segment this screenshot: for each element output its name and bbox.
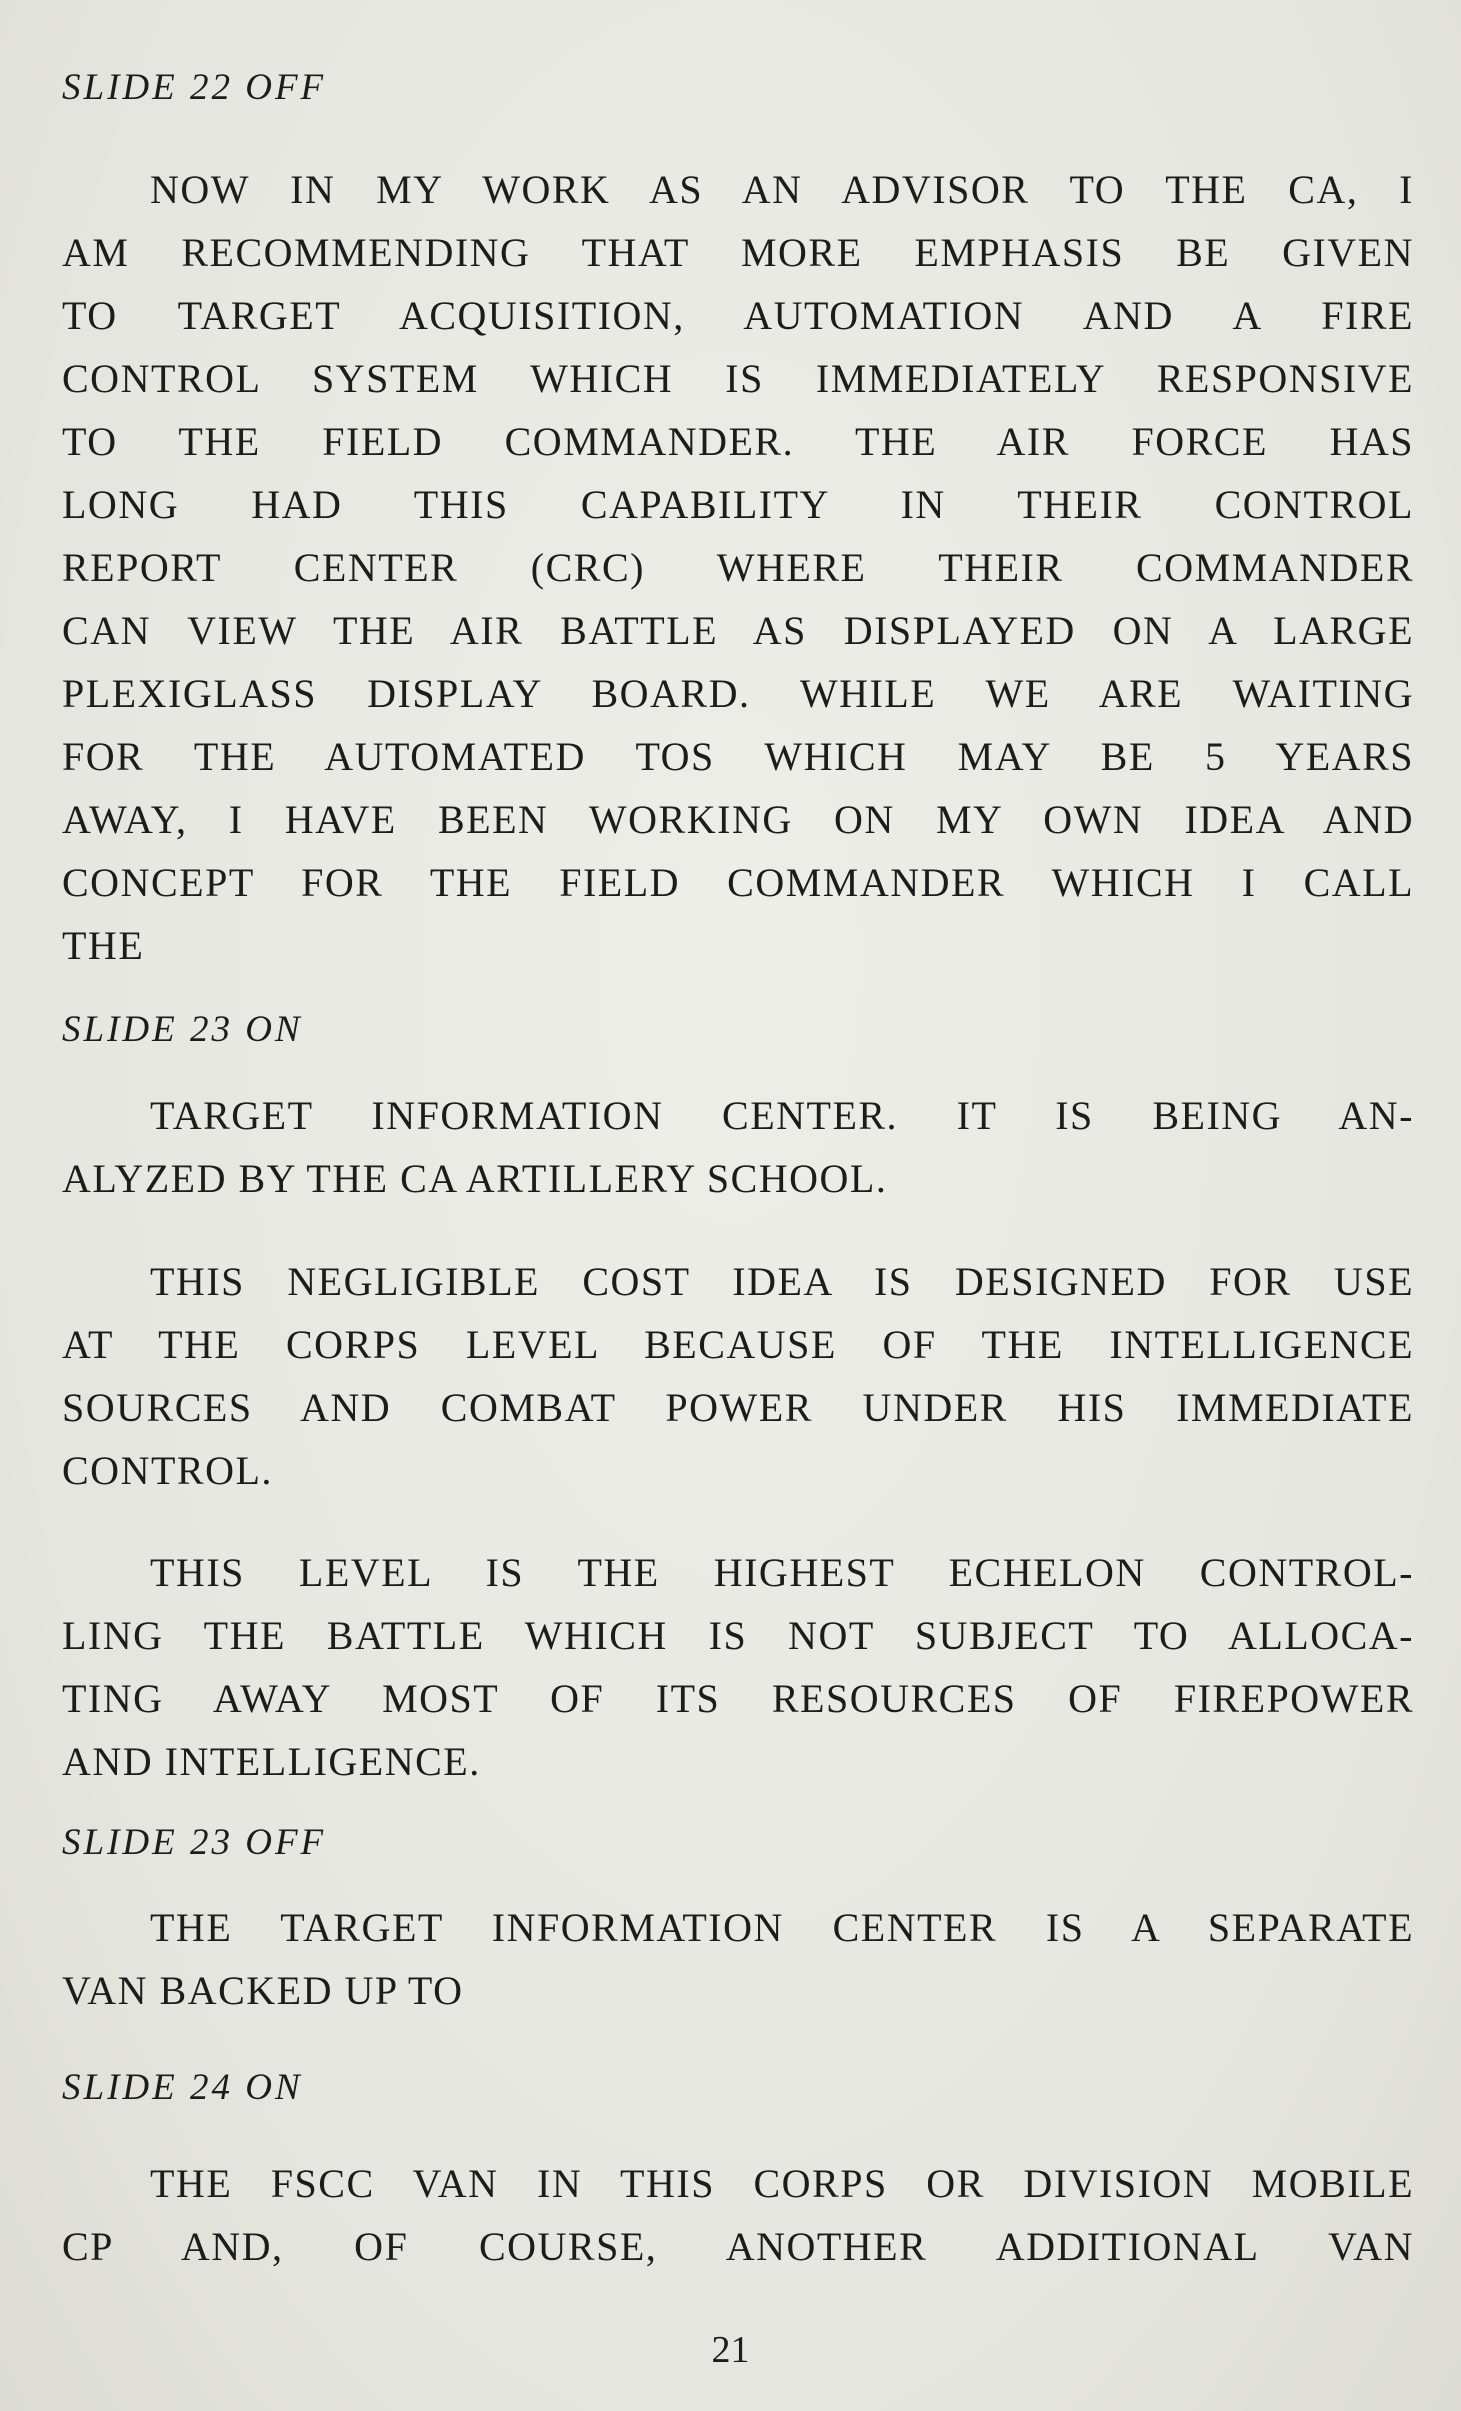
paragraph <box>62 1541 1414 1793</box>
text-line: THIS LEVEL IS THE HIGHEST ECHELON CONTROL- <box>150 1550 1414 1595</box>
text-line: TO TARGET ACQUISITION, AUTOMATION AND A FIRE <box>62 293 1414 338</box>
text-line: THE <box>62 923 145 968</box>
text-line: NOW IN MY WORK AS AN ADVISOR TO THE CA, I <box>150 167 1414 212</box>
text-line: CAN VIEW THE AIR BATTLE AS DISPLAYED ON A LARGE <box>62 608 1414 653</box>
slide-cue: SLIDE 24 ON <box>62 2067 303 2108</box>
paragraph <box>62 158 1414 977</box>
text-line: REPORT CENTER (CRC) WHERE THEIR COMMANDER <box>62 545 1414 590</box>
text-line: THE TARGET INFORMATION CENTER IS A SEPARATE <box>150 1905 1414 1950</box>
text-line: FOR THE AUTOMATED TOS WHICH MAY BE 5 YEARS <box>62 734 1414 779</box>
text-line: PLEXIGLASS DISPLAY BOARD. WHILE WE ARE WAITING <box>62 671 1414 716</box>
text-line: LING THE BATTLE WHICH IS NOT SUBJECT TO ALLOCA- <box>62 1613 1414 1658</box>
text-line: AWAY, I HAVE BEEN WORKING ON MY OWN IDEA AND <box>62 797 1414 842</box>
paragraph <box>62 1250 1414 1502</box>
text-line: CONTROL SYSTEM WHICH IS IMMEDIATELY RESPONSIVE <box>62 356 1414 401</box>
text-line: TO THE FIELD COMMANDER. THE AIR FORCE HAS <box>62 419 1414 464</box>
text-line: THE FSCC VAN IN THIS CORPS OR DIVISION MOBILE <box>150 2161 1414 2206</box>
text-line: LONG HAD THIS CAPABILITY IN THEIR CONTROL <box>62 482 1414 527</box>
text-line: CP AND, OF COURSE, ANOTHER ADDITIONAL VAN <box>62 2224 1414 2269</box>
text-line: SOURCES AND COMBAT POWER UNDER HIS IMMEDIATE <box>62 1385 1414 1430</box>
paragraph <box>62 1896 1414 2022</box>
slide-cue: SLIDE 23 OFF <box>62 1822 327 1863</box>
paragraph <box>62 1084 1414 1210</box>
text-line: VAN BACKED UP TO <box>62 1968 464 2013</box>
text-line: ALYZED BY THE CA ARTILLERY SCHOOL. <box>62 1156 888 1201</box>
page-number: 21 <box>711 2329 750 2371</box>
text-line: CONCEPT FOR THE FIELD COMMANDER WHICH I CALL <box>62 860 1414 905</box>
text-line: TING AWAY MOST OF ITS RESOURCES OF FIREPOWER <box>62 1676 1414 1721</box>
slide-cue: SLIDE 23 ON <box>62 1009 303 1050</box>
paragraph <box>62 2152 1414 2278</box>
text-line: TARGET INFORMATION CENTER. IT IS BEING AN- <box>150 1093 1414 1138</box>
slide-cue: SLIDE 22 OFF <box>62 67 327 108</box>
text-line: CONTROL. <box>62 1448 273 1493</box>
text-line: THIS NEGLIGIBLE COST IDEA IS DESIGNED FOR USE <box>150 1259 1414 1304</box>
text-line: AT THE CORPS LEVEL BECAUSE OF THE INTELLIGENCE <box>62 1322 1414 1367</box>
text-line: AND INTELLIGENCE. <box>62 1739 481 1784</box>
text-line: AM RECOMMENDING THAT MORE EMPHASIS BE GIVEN <box>62 230 1414 275</box>
